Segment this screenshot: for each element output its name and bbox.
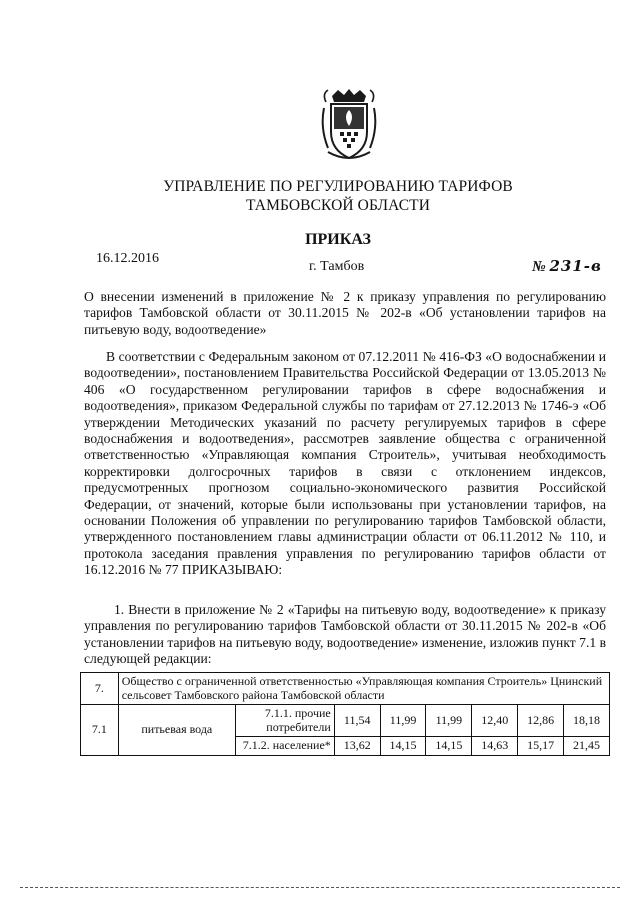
document-type-title: ПРИКАЗ xyxy=(305,231,371,248)
organization-name-line1: УПРАВЛЕНИЕ ПО РЕГУЛИРОВАНИЮ ТАРИФОВ xyxy=(163,178,513,195)
table-cell-tariff-value: 14,15 xyxy=(426,737,472,756)
table-row xyxy=(81,705,610,737)
table-cell-tariff-value: 11,99 xyxy=(380,705,426,737)
table-cell-tariff-value: 13,62 xyxy=(334,737,380,756)
table-cell-organization: Общество с ограниченной ответственностью «Управляющая компания Строитель» Цнинский сельсовет Тамбовского района Тамбовской области xyxy=(118,673,609,705)
coat-of-arms-emblem xyxy=(318,88,380,162)
organization-name-line2: ТАМБОВСКОЙ ОБЛАСТИ xyxy=(246,197,430,214)
order-number-prefix: № xyxy=(532,259,546,275)
table-cell-tariff-value: 15,17 xyxy=(518,737,564,756)
table-row xyxy=(81,673,610,705)
order-number-handwritten: 231-в xyxy=(549,257,602,275)
table-cell-tariff-value: 12,40 xyxy=(472,705,518,737)
order-number xyxy=(532,257,602,276)
table-cell-row-number: 7.1 xyxy=(81,705,119,756)
table-cell-tariff-value: 18,18 xyxy=(564,705,610,737)
order-preamble: В соответствии с Федеральным законом от 07.12.2011 № 416-ФЗ «О водоснабжении и водоотведении», постановлением Правительства Российской Федерации от 13.05.2013 № 406 «О государственном регулировании тарифов в сфере водоснабжения и водоотведения», приказом Федеральной службы по тарифам от 27.12.2013 № 1746-э «Об утверждении Методических указаний по расчету регулируемых тарифов в сфере водоснабжения и водоотведения», рассмотрев заявление общества с ограниченной ответственностью «Управляющая компания Строитель», учитывая необходимость корректировки долгосрочных тарифов в связи с отклонением индексов, предусмотренных прогнозом социально-экономического развития Российской Федерации, от значений, которые были использованы при установлении тарифов, на основании Положения об управлении по регулированию тарифов Тамбовской области, утвержденного постановлением главы администрации области от 06.11.2012 № 110, и протокола заседания правления управления по регулированию тарифов области от 16.12.2016 № 77 ПРИКАЗЫВАЮ: xyxy=(84,349,606,578)
page-bottom-divider xyxy=(20,887,620,888)
table-cell-tariff-value: 14,15 xyxy=(380,737,426,756)
table-cell-tariff-value: 14,63 xyxy=(472,737,518,756)
table-cell-row-number: 7. xyxy=(81,673,119,705)
table-cell-consumer-group: 7.1.2. население* xyxy=(235,737,334,756)
order-city: г. Тамбов xyxy=(309,259,365,274)
tariff-table xyxy=(80,672,610,756)
table-cell-tariff-value: 21,45 xyxy=(564,737,610,756)
table-cell-consumer-group: 7.1.1. прочие потребители xyxy=(235,705,334,737)
table-cell-tariff-value: 11,99 xyxy=(426,705,472,737)
table-cell-tariff-value: 11,54 xyxy=(334,705,380,737)
order-item-1: 1. Внести в приложение № 2 «Тарифы на питьевую воду, водоотведение» к приказу управления по регулированию тарифов Тамбовской области от 30.11.2015 № 202-в «Об установлении тарифов на питьевую воду, водоотведение» изменение, изложив пункт 7.1 в следующей редакции: xyxy=(84,602,606,667)
table-cell-service: питьевая вода xyxy=(118,705,235,756)
table-cell-tariff-value: 12,86 xyxy=(518,705,564,737)
order-date: 16.12.2016 xyxy=(96,251,159,266)
order-subject: О внесении изменений в приложение № 2 к приказу управления по регулированию тарифов Тамбовской области от 30.11.2015 № 202-в «Об установлении тарифов на питьевую воду, водоотведение» xyxy=(84,289,606,337)
